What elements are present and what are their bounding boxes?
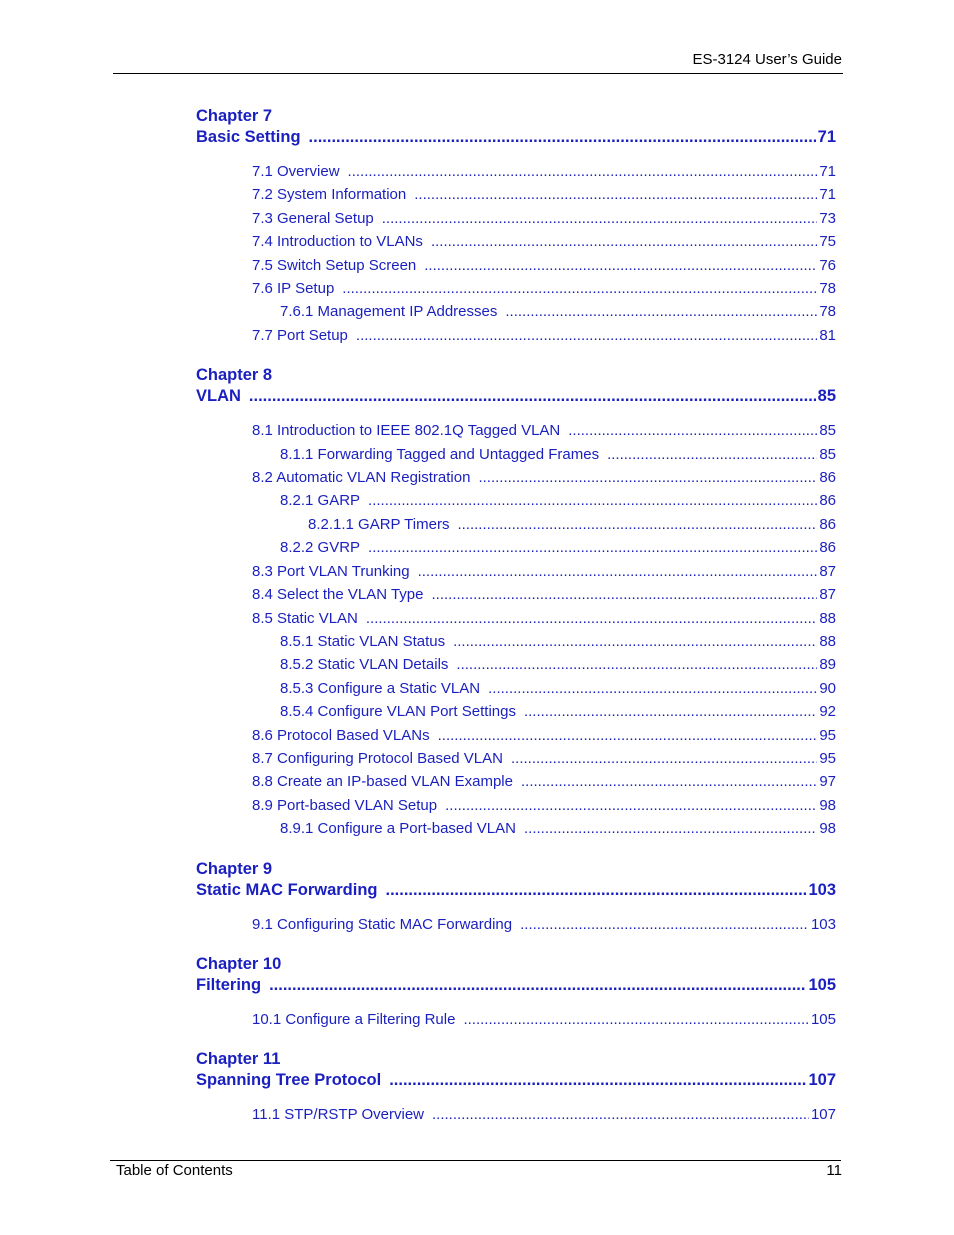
toc-entry-page-number: 75 [819, 233, 836, 251]
toc-chapter [196, 859, 836, 936]
toc-entry-title: 8.2.1.1 GARP Timers [308, 515, 450, 533]
toc-entry-page-number: 71 [819, 163, 836, 180]
toc-entry-link[interactable] [196, 794, 836, 817]
footer-section-title: Table of Contents [116, 1162, 233, 1179]
toc-entry-link[interactable] [196, 913, 836, 936]
chapter-number-link[interactable]: Chapter 8 [196, 366, 273, 385]
toc-entry-title: 7.6 IP Setup [252, 280, 335, 298]
dot-leader [520, 913, 809, 936]
chapter-number-link[interactable]: Chapter 9 [196, 859, 273, 878]
toc-entry-page-number: 92 [819, 703, 836, 721]
chapter-page-number: 85 [817, 387, 836, 406]
toc-entry-title: 7.1 Overview [252, 163, 340, 180]
toc-entry-title: 7.2 System Information [252, 186, 407, 204]
toc-entry-title: 8.5.4 Configure VLAN Port Settings [280, 703, 516, 721]
toc-entry-title: 8.4 Select the VLAN Type [252, 586, 424, 604]
dot-leader [478, 466, 817, 489]
toc-entry-link[interactable] [196, 183, 836, 206]
toc-entry-link[interactable] [196, 583, 836, 606]
toc-entry-link[interactable] [196, 724, 836, 747]
chapter-page-number: 71 [817, 128, 836, 146]
toc-entry-link[interactable] [196, 160, 836, 183]
dot-leader [366, 607, 817, 630]
toc-entry-page-number: 86 [819, 539, 836, 557]
toc-chapter [196, 1049, 836, 1126]
dot-leader [382, 207, 818, 230]
chapter-title: Static MAC Forwarding [196, 880, 378, 899]
toc-entry-page-number: 78 [819, 303, 836, 321]
dot-leader [432, 583, 818, 606]
toc-entry-page-number: 107 [810, 1106, 836, 1124]
toc-entry-link[interactable] [196, 1103, 836, 1126]
toc-entry-link[interactable] [196, 443, 836, 466]
toc-entry-page-number: 98 [819, 820, 836, 838]
toc-entry-title: 8.2 Automatic VLAN Registration [252, 469, 471, 487]
toc-entry-link[interactable] [196, 207, 836, 230]
chapter-number-link[interactable]: Chapter 10 [196, 954, 282, 973]
dot-leader [309, 127, 816, 148]
toc-entry-link[interactable] [196, 466, 836, 489]
dot-leader [457, 513, 817, 536]
dot-leader [432, 1103, 809, 1126]
toc-entry-page-number: 105 [810, 1010, 836, 1028]
dot-leader [356, 324, 817, 347]
toc-chapter [196, 954, 836, 1031]
dot-leader [456, 653, 817, 676]
toc-entry-link[interactable] [196, 770, 836, 793]
toc-entry-link[interactable] [196, 630, 836, 653]
toc-entry-link[interactable] [196, 536, 836, 559]
toc-entry-page-number: 87 [819, 586, 836, 604]
toc-entry-link[interactable] [196, 653, 836, 676]
toc-entry-title: 8.9.1 Configure a Port-based VLAN [280, 820, 516, 838]
toc-entry-title: 7.3 General Setup [252, 209, 374, 227]
toc-entry-link[interactable] [196, 230, 836, 253]
toc-entry-page-number: 73 [819, 209, 836, 227]
toc-entry-link[interactable] [196, 254, 836, 277]
dot-leader [524, 817, 817, 840]
toc-entry-title: 8.5.3 Configure a Static VLAN [280, 679, 481, 697]
toc-entry-link[interactable] [196, 277, 836, 300]
toc-entry-page-number: 88 [819, 632, 836, 650]
toc-entry-title: 9.1 Configuring Static MAC Forwarding [252, 915, 513, 933]
toc-entry-link[interactable] [196, 747, 836, 770]
chapter-page-number: 103 [808, 880, 836, 899]
toc-entry-title: 8.1.1 Forwarding Tagged and Untagged Frames [280, 445, 600, 463]
toc-entry-title: 8.6 Protocol Based VLANs [252, 726, 430, 744]
toc-entry-page-number: 103 [810, 915, 836, 933]
chapter-page-number: 107 [808, 1071, 836, 1090]
toc-entry-link[interactable] [196, 513, 836, 536]
footer-page-number: 11 [826, 1162, 842, 1179]
dot-leader [368, 489, 817, 512]
dot-leader [418, 560, 818, 583]
toc-entry-link[interactable] [196, 1008, 836, 1031]
dot-leader [607, 443, 817, 466]
dot-leader [431, 230, 817, 253]
toc-entry-link[interactable] [196, 419, 836, 442]
toc-entry-page-number: 87 [819, 562, 836, 580]
toc-entry-link[interactable] [196, 300, 836, 323]
dot-leader [511, 747, 817, 770]
dot-leader [521, 770, 817, 793]
toc-entry-title: 7.7 Port Setup [252, 326, 348, 344]
toc-entry-page-number: 98 [819, 796, 836, 814]
dot-leader [368, 536, 817, 559]
dot-leader [463, 1008, 809, 1031]
toc-entry-link[interactable] [196, 607, 836, 630]
chapter-title-link[interactable] [196, 880, 836, 901]
toc-entry-page-number: 89 [819, 656, 836, 674]
chapter-page-number: 105 [808, 975, 836, 994]
toc-entry-title: 8.2.1 GARP [280, 492, 361, 510]
toc-entry-title: 8.5.2 Static VLAN Details [280, 656, 449, 674]
dot-leader [389, 1070, 806, 1091]
toc-entry-title: 8.9 Port-based VLAN Setup [252, 796, 438, 814]
chapter-title-link[interactable] [196, 127, 836, 148]
toc-entry-page-number: 95 [819, 726, 836, 744]
toc-entry-title: 8.5 Static VLAN [252, 609, 358, 627]
dot-leader [386, 880, 807, 901]
toc-entry-page-number: 71 [819, 186, 836, 204]
toc-entry-title: 8.1 Introduction to IEEE 802.1Q Tagged VLAN [252, 422, 561, 440]
dot-leader [342, 277, 817, 300]
toc-entry-title: 8.3 Port VLAN Trunking [252, 562, 410, 580]
dot-leader [445, 794, 817, 817]
toc-chapter [196, 365, 836, 840]
dot-leader [488, 677, 817, 700]
toc-entry-link[interactable] [196, 677, 836, 700]
toc-entry-title: 7.6.1 Management IP Addresses [280, 303, 498, 321]
toc-entry-link[interactable] [196, 817, 836, 840]
table-of-contents [196, 106, 836, 1145]
toc-entry-title: 8.8 Create an IP-based VLAN Example [252, 773, 513, 791]
toc-entry-title: 8.2.2 GVRP [280, 539, 361, 557]
toc-entry-page-number: 86 [819, 469, 836, 487]
toc-chapter [196, 106, 836, 347]
toc-entry-link[interactable] [196, 700, 836, 723]
toc-entry-link[interactable] [196, 324, 836, 347]
document-header-title: ES-3124 User’s Guide [692, 51, 842, 68]
chapter-title: Spanning Tree Protocol [196, 1071, 382, 1090]
dot-leader [524, 700, 817, 723]
chapter-title-link[interactable] [196, 386, 836, 407]
toc-entry-page-number: 97 [819, 773, 836, 791]
dot-leader [424, 254, 817, 277]
dot-leader [568, 419, 817, 442]
toc-entry-title: 8.5.1 Static VLAN Status [280, 632, 446, 650]
chapter-title-link[interactable] [196, 1070, 836, 1091]
footer-divider [110, 1160, 841, 1161]
toc-entry-page-number: 78 [819, 280, 836, 298]
toc-entry-title: 10.1 Configure a Filtering Rule [252, 1010, 456, 1028]
toc-entry-page-number: 86 [819, 515, 836, 533]
toc-entry-title: 7.4 Introduction to VLANs [252, 233, 423, 251]
toc-entry-page-number: 90 [819, 679, 836, 697]
toc-entry-page-number: 88 [819, 609, 836, 627]
chapter-title: Basic Setting [196, 128, 301, 146]
chapter-number-link[interactable]: Chapter 11 [196, 1050, 281, 1069]
chapter-title-link[interactable] [196, 975, 836, 996]
dot-leader [249, 386, 816, 407]
toc-entry-page-number: 76 [819, 256, 836, 274]
toc-entry-page-number: 95 [819, 749, 836, 767]
chapter-title: VLAN [196, 387, 241, 406]
chapter-number-link[interactable]: Chapter 7 [196, 107, 273, 125]
toc-entry-title: 7.5 Switch Setup Screen [252, 256, 417, 274]
toc-entry-page-number: 81 [819, 326, 836, 344]
toc-entry-page-number: 86 [819, 492, 836, 510]
chapter-title: Filtering [196, 975, 262, 994]
dot-leader [348, 160, 818, 183]
toc-entry-link[interactable] [196, 560, 836, 583]
header-divider [113, 73, 843, 74]
dot-leader [414, 183, 817, 206]
dot-leader [269, 975, 806, 996]
toc-entry-title: 11.1 STP/RSTP Overview [252, 1106, 425, 1124]
toc-entry-title: 8.7 Configuring Protocol Based VLAN [252, 749, 503, 767]
dot-leader [438, 724, 818, 747]
toc-entry-page-number: 85 [819, 445, 836, 463]
toc-entry-link[interactable] [196, 489, 836, 512]
dot-leader [505, 300, 817, 323]
dot-leader [453, 630, 817, 653]
toc-entry-page-number: 85 [819, 422, 836, 440]
